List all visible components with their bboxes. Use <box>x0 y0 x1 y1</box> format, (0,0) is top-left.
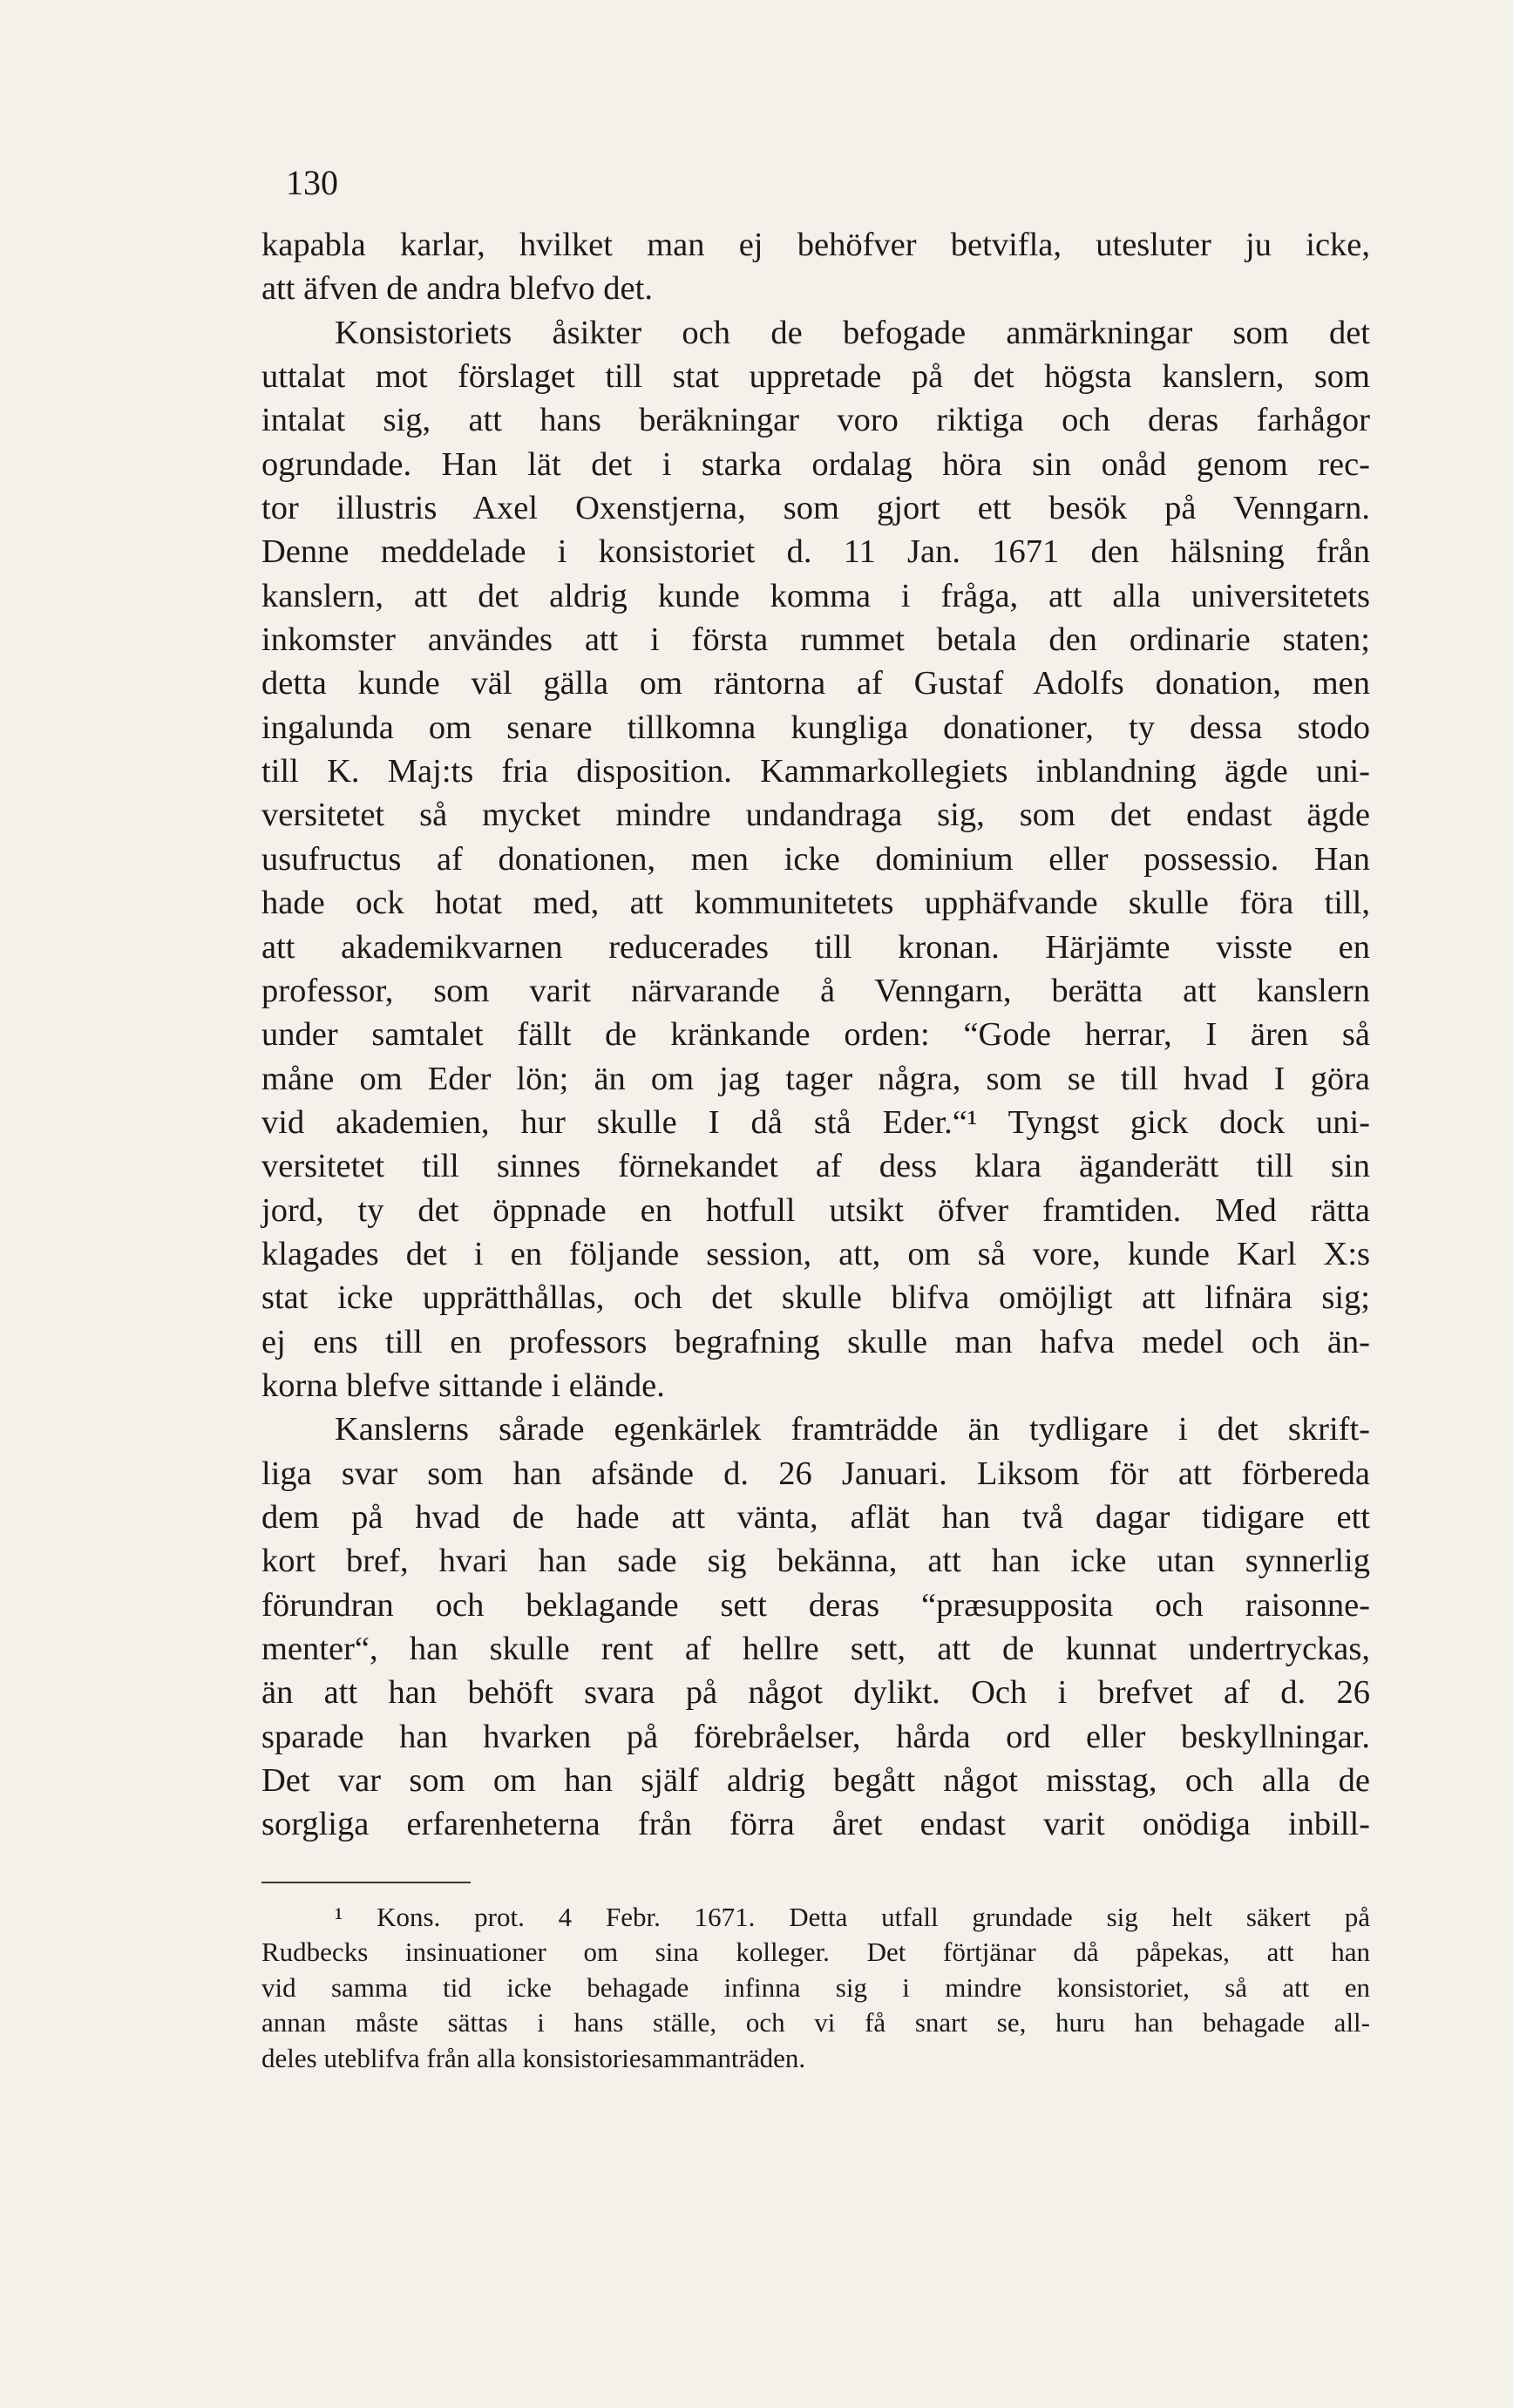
text-line: stat icke upprätthållas, och det skulle blifva omöjligt att lifnära sig; <box>261 1279 1370 1317</box>
text-line: Kanslerns sårade egenkärlek framträdde än tydligare i det skrift- <box>335 1411 1370 1448</box>
text-line: kort bref, hvari han sade sig bekänna, att han icke utan synnerlig <box>261 1543 1370 1580</box>
text-line: vid akademien, hur skulle I då stå Eder.“¹ Tyngst gick dock uni- <box>261 1103 1370 1141</box>
text-line: menter“, han skulle rent af hellre sett, att de kunnat undertryckas, <box>261 1631 1370 1667</box>
text-line: till K. Maj:ts fria disposition. Kammarkollegiets inblandning ägde uni- <box>261 753 1370 790</box>
text-line: sorgliga erfarenheterna från förra året endast varit onödiga inbill- <box>261 1806 1370 1843</box>
text-line: att äfven de andra blefvo det. <box>261 270 653 308</box>
text-line: under samtalet fällt de kränkande orden: “Gode herrar, I ären så <box>261 1016 1370 1054</box>
text-line: professor, som varit närvarande å Venngarn, berätta att kanslern <box>261 972 1370 1009</box>
text-line: ingalunda om senare tillkomna kungliga donationer, ty dessa stodo <box>261 709 1370 746</box>
text-line: att akademikvarnen reducerades till kronan. Härjämte visste en <box>261 928 1370 966</box>
footnote-divider <box>261 1882 471 1883</box>
text-line: måne om Eder lön; än om jag tager några, som se till hvad I göra <box>261 1060 1370 1097</box>
text-line: dem på hvad de hade att vänta, aflät han två dagar tidigare ett <box>261 1498 1370 1536</box>
text-line: än att han behöft svara på något dylikt. Och i brefvet af d. 26 <box>261 1674 1370 1712</box>
footnote-line: ¹ Kons. prot. 4 Febr. 1671. Detta utfall grundade sig helt säkert på <box>335 1902 1370 1932</box>
text-line: versitetet så mycket mindre undandraga sig, som det endast ägde <box>261 797 1370 834</box>
text-line: liga svar som han afsände d. 26 Januari. Liksom för att förbereda <box>261 1455 1370 1492</box>
text-line: klagades det i en följande session, att, om så vore, kunde Karl X:s <box>261 1235 1370 1272</box>
text-line: korna blefve sittande i elände. <box>261 1367 665 1404</box>
text-line: kapabla karlar, hvilket man ej behöfver betvifla, utesluter ju icke, <box>261 227 1370 263</box>
text-line: hade ock hotat med, att kommunitetets upphäfvande skulle föra till, <box>261 885 1370 922</box>
footnotes <box>261 1900 1370 2076</box>
text-line: sparade han hvarken på förebråelser, hårda ord eller beskyllningar. <box>261 1718 1370 1755</box>
footnote-line: vid samma tid icke behagade infinna sig i mindre konsistoriet, så att en <box>261 1971 1370 2003</box>
text-line: detta kunde väl gälla om räntorna af Gustaf Adolfs donation, men <box>261 665 1370 702</box>
text-line: förundran och beklagande sett deras “præsupposita och raisonne- <box>261 1586 1370 1624</box>
text-line: usufructus af donationen, men icke dominium eller possessio. Han <box>261 840 1370 878</box>
footnote-line: deles uteblifva från alla konsistoriesammanträden. <box>261 2042 806 2073</box>
text-line: jord, ty det öppnade en hotfull utsikt öfver framtiden. Med rätta <box>261 1191 1370 1229</box>
text-line: Det var som om han själf aldrig begått något misstag, och alla de <box>261 1762 1370 1800</box>
page-number: 130 <box>286 163 338 202</box>
text-line: inkomster användes att i första rummet betala den ordinarie staten; <box>261 621 1370 659</box>
text-line: kanslern, att det aldrig kunde komma i fråga, att alla universitetets <box>261 577 1370 614</box>
text-line: uttalat mot förslaget till stat uppretade på det högsta kanslern, som <box>261 358 1370 396</box>
text-line: versitetet till sinnes förnekandet af dess klara äganderätt till sin <box>261 1148 1370 1185</box>
body-text <box>261 223 1370 1847</box>
footnote-line: annan måste sättas i hans ställe, och vi få snart se, huru han behagade all- <box>261 2007 1370 2038</box>
text-line: Denne meddelade i konsistoriet d. 11 Jan. 1671 den hälsning från <box>261 533 1370 571</box>
text-line: tor illustris Axel Oxenstjerna, som gjort ett besök på Venngarn. <box>261 490 1370 527</box>
footnote-line: Rudbecks insinuationer om sina kolleger. Det förtjänar då påpekas, att han <box>261 1937 1370 1968</box>
text-line: Konsistoriets åsikter och de befogade anmärkningar som det <box>335 314 1370 351</box>
text-line: ogrundade. Han lät det i starka ordalag höra sin onåd genom rec- <box>261 445 1370 483</box>
text-line: intalat sig, att hans beräkningar voro riktiga och deras farhågor <box>261 402 1370 439</box>
text-line: ej ens till en professors begrafning skulle man hafva medel och än- <box>261 1323 1370 1360</box>
